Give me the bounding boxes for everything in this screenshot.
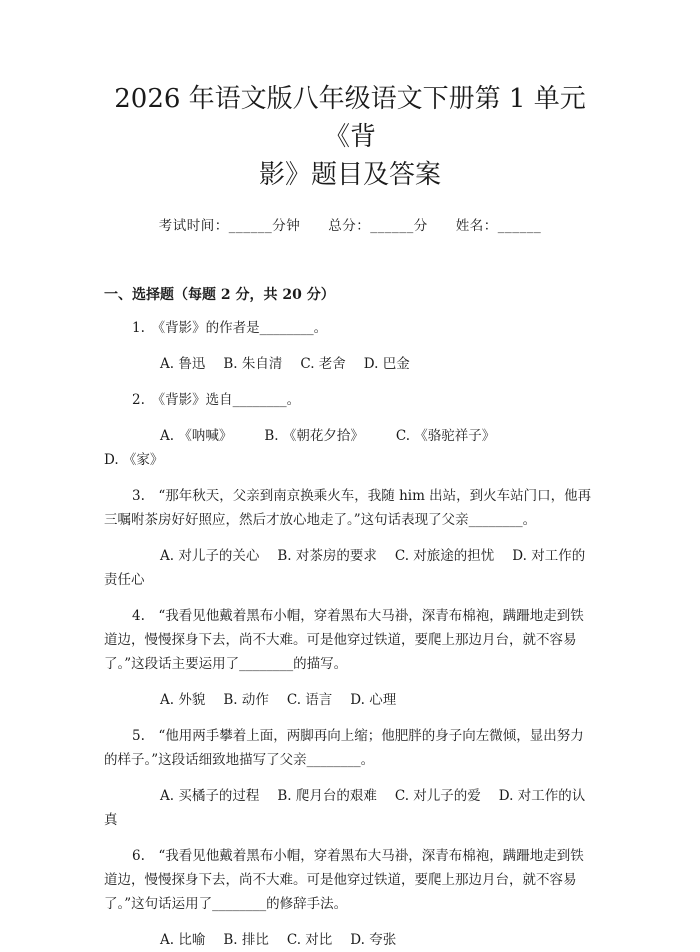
question-6-options — [104, 928, 596, 952]
question-4: 4. “我看见他戴着黑布小帽，穿着黑布大马褂，深青布棉袍，蹒跚地走到铁道边，慢慢探身下去，尚不大难。可是他穿过铁道，要爬上那边月台，就不容易了。”这段话主要运用了________的描写。 — [104, 608, 584, 672]
question-1-options — [104, 352, 596, 376]
exam-meta — [104, 214, 596, 234]
option: D. 对工作的认真 — [104, 788, 586, 828]
option: A. 鲁迅 — [160, 356, 206, 372]
option: B. 《朝花夕拾》 — [264, 428, 364, 444]
option: C. 对比 — [286, 932, 333, 948]
option: D. 对工作的责任心 — [104, 548, 586, 588]
option: A. 外貌 — [160, 692, 206, 708]
question-1: 1. 《背影》的作者是________。 — [132, 320, 328, 336]
title-line-1: 2026 年语文版八年级语文下册第 1 单元《背 — [114, 84, 586, 152]
option: A. 比喻 — [160, 932, 206, 948]
page-title — [104, 0, 596, 194]
exam-time: 考试时间：______分钟 — [158, 218, 301, 234]
question-4-options — [104, 688, 596, 712]
question-3: 3. “那年秋天，父亲到南京换乘火车，我随 him 出站，到火车站门口，他再三嘱咐茶房好好照应，然后才放心地走了。”这句话表现了父亲________。 — [104, 488, 592, 528]
student-name: 姓名：______ — [455, 218, 542, 234]
section-heading: 一、选择题（每题 2 分，共 20 分） — [104, 287, 335, 303]
option: A. 《呐喊》 — [160, 428, 233, 444]
option: B. 排比 — [223, 932, 269, 948]
option: B. 对茶房的要求 — [277, 548, 377, 564]
option: C. 《骆驼祥子》 — [395, 428, 496, 444]
option: D. 巴金 — [363, 356, 410, 372]
exam-score: 总分：______分 — [328, 218, 428, 234]
option: B. 动作 — [223, 692, 269, 708]
option: A. 对儿子的关心 — [160, 548, 260, 564]
option: D. 心理 — [350, 692, 397, 708]
title-line-2: 影》题目及答案 — [258, 160, 441, 190]
option: C. 对儿子的爱 — [394, 788, 481, 804]
option: C. 老舍 — [300, 356, 346, 372]
option: A. 买橘子的过程 — [160, 788, 260, 804]
option: D. 夸张 — [350, 932, 397, 948]
question-5: 5. “他用两手攀着上面，两脚再向上缩；他肥胖的身子向左微倾，显出努力的样子。”这段话细致地描写了父亲________。 — [104, 728, 584, 768]
question-2: 2. 《背影》选自________。 — [132, 392, 301, 408]
option: B. 爬月台的艰难 — [277, 788, 377, 804]
question-2-options — [104, 424, 596, 472]
option: C. 语言 — [286, 692, 333, 708]
option: D. 《家》 — [104, 452, 164, 468]
option: C. 对旅途的担忧 — [394, 548, 495, 564]
question-6: 6. “我看见他戴着黑布小帽，穿着黑布大马褂，深青布棉袍，蹒跚地走到铁道边，慢慢探身下去，尚不大难。可是他穿过铁道，要爬上那边月台，就不容易了。”这句话运用了________的修辞手法。 — [104, 848, 584, 912]
option: B. 朱自清 — [223, 356, 283, 372]
question-3-options — [104, 544, 596, 592]
question-5-options — [104, 784, 596, 832]
